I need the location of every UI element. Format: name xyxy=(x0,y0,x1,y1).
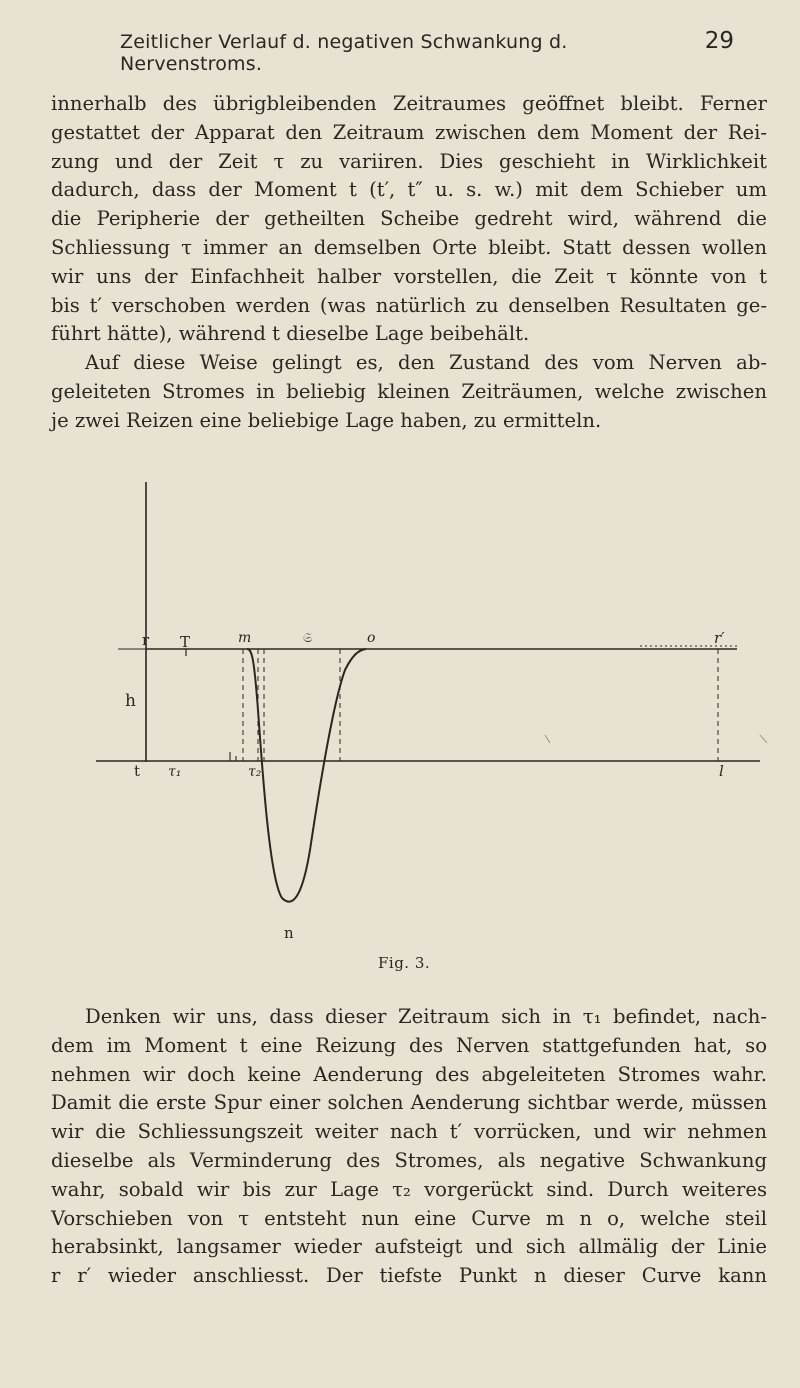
text-line: Auf diese Weise gelingt es, den Zustand des vom Nerven ab- xyxy=(85,351,767,375)
text-line: dieselbe als Verminderung des Stromes, als negative Schwankung xyxy=(51,1148,767,1172)
text-line: zung und der Zeit τ zu variiren. Dies geschieht in Wirklichkeit xyxy=(51,149,767,173)
text-line: dadurch, dass der Moment t (t′, t″ u. s. w.) mit dem Schieber um xyxy=(51,178,767,202)
text-line: bis t′ verschoben werden (was natürlich zu denselben Resultaten ge- xyxy=(51,293,767,317)
paragraph-3 xyxy=(51,1003,767,1291)
label-tau2: τ₂ xyxy=(248,764,262,780)
text-line: Vorschieben von τ entsteht nun eine Curve m n o, welche steil xyxy=(51,1206,767,1230)
text-line: wir die Schliessungszeit weiter nach t′ vorrücken, und wir nehmen xyxy=(51,1120,767,1144)
text-line: je zwei Reizen eine beliebige Lage haben, zu ermitteln. xyxy=(51,408,602,432)
label-r: r xyxy=(142,631,150,649)
stray-mark xyxy=(760,735,767,743)
text-line: gestattet der Apparat den Zeitraum zwischen dem Moment der Rei- xyxy=(51,120,767,144)
text-line: wahr, sobald wir bis zur Lage τ₂ vorgerückt sind. Durch weiteres xyxy=(51,1177,767,1201)
text-line: r r′ wieder anschliesst. Der tiefste Punkt n dieser Curve kann xyxy=(51,1264,767,1288)
paragraph-1 xyxy=(51,90,767,349)
label-t-upper: T xyxy=(180,633,191,651)
figure-caption: Fig. 3. xyxy=(378,954,431,972)
page-header xyxy=(120,28,734,75)
text-line: wir uns der Einfachheit halber vorstellen, die Zeit τ könnte von t xyxy=(51,264,767,288)
page-number: 29 xyxy=(704,28,734,54)
curve-m-n-o xyxy=(247,649,366,902)
text-line: führt hätte), während t dieselbe Lage beibehält. xyxy=(51,322,530,346)
label-s: 𝔖 xyxy=(303,631,313,646)
label-m: m xyxy=(238,630,252,646)
text-line: die Peripherie der getheilten Scheibe gedreht wird, während die xyxy=(51,207,767,231)
paragraph-2 xyxy=(51,349,767,435)
text-line: Schliessung τ immer an demselben Orte bleibt. Statt dessen wollen xyxy=(51,235,767,259)
label-n: n xyxy=(284,924,294,942)
figure-3-diagram xyxy=(0,480,800,1000)
label-h: h xyxy=(125,691,136,711)
label-tau1: τ₁ xyxy=(168,764,182,780)
text-line: Denken wir uns, dass dieser Zeitraum sich in τ₁ befindet, nach- xyxy=(85,1005,767,1028)
label-l: l xyxy=(719,762,724,780)
tau1-marker xyxy=(230,752,236,761)
text-line: innerhalb des übrigbleibenden Zeitraumes geöffnet bleibt. Ferner xyxy=(51,92,767,115)
label-o: o xyxy=(367,630,376,646)
text-block-bottom xyxy=(51,1003,767,1291)
text-line: nehmen wir doch keine Aenderung des abgeleiteten Stromes wahr. xyxy=(51,1062,767,1086)
stray-mark xyxy=(545,735,550,743)
running-head: Zeitlicher Verlauf d. negativen Schwankung d. Nervenstroms. xyxy=(120,31,568,75)
label-t: t xyxy=(134,762,141,780)
text-block-top xyxy=(51,90,767,436)
text-line: Damit die erste Spur einer solchen Aenderung sichtbar werde, müssen xyxy=(51,1091,767,1115)
text-line: herabsinkt, langsamer wieder aufsteigt und sich allmälig der Linie xyxy=(51,1235,767,1259)
text-line: geleiteten Stromes in beliebig kleinen Zeiträumen, welche zwischen xyxy=(51,379,767,403)
label-r-prime: r′ xyxy=(714,629,725,647)
text-line: dem im Moment t eine Reizung des Nerven stattgefunden hat, so xyxy=(51,1033,767,1057)
figure-3 xyxy=(0,480,800,1000)
